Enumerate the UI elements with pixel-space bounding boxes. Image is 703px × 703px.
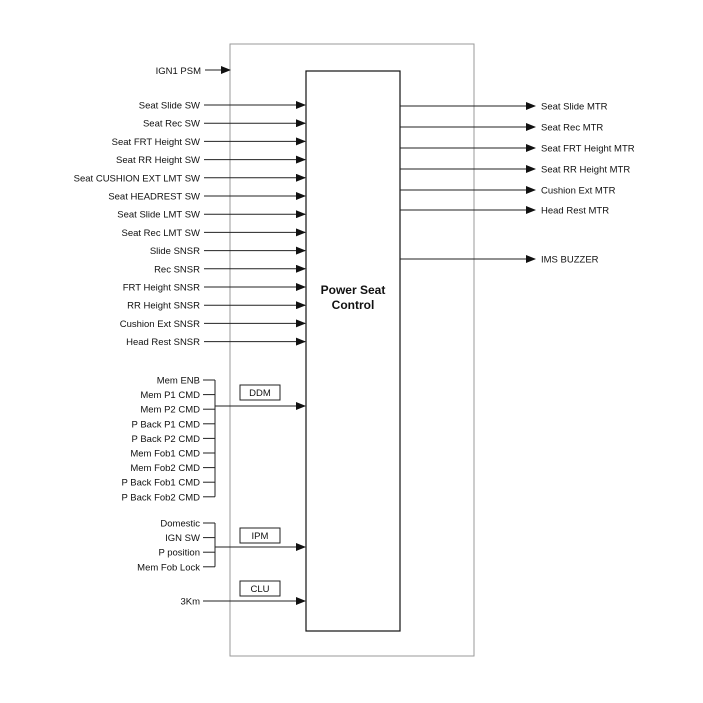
group-signal-p-position: P position [158, 547, 200, 559]
input-label-seat-rr-height-sw: Seat RR Height SW [116, 155, 200, 167]
group-signal-p-back-p1-cmd: P Back P1 CMD [131, 419, 200, 431]
group-signal-p-back-fob1-cmd: P Back Fob1 CMD [121, 477, 200, 489]
group-signal-mem-fob-lock: Mem Fob Lock [137, 562, 200, 574]
outputs-layer [400, 102, 635, 266]
output-label-seat-rr-height-mtr: Seat RR Height MTR [541, 164, 631, 176]
group-signal-p-back-fob2-cmd: P Back Fob2 CMD [121, 492, 200, 504]
inputs-layer [74, 101, 305, 349]
input-label-cushion-ext-snsr: Cushion Ext SNSR [119, 318, 200, 330]
module-title-line1: Power Seat [320, 283, 386, 297]
output-label-seat-slide-mtr: Seat Slide MTR [541, 101, 608, 113]
power-input-label: IGN1 PSM [155, 66, 201, 77]
group-signal-mem-fob1-cmd: Mem Fob1 CMD [130, 448, 200, 460]
input-label-seat-cushion-ext-lmt-sw: Seat CUSHION EXT LMT SW [73, 173, 200, 185]
input-label-rr-height-snsr: RR Height SNSR [127, 300, 200, 312]
input-label-seat-frt-height-sw: Seat FRT Height SW [111, 136, 200, 148]
input-label-head-rest-snsr: Head Rest SNSR [126, 337, 200, 349]
input-label-rec-snsr: Rec SNSR [154, 264, 200, 276]
output-label-ims-buzzer: IMS BUZZER [541, 254, 599, 266]
input-label-seat-slide-lmt-sw: Seat Slide LMT SW [117, 209, 200, 221]
module-title-line2: Control [331, 298, 375, 312]
group-signal-mem-enb: Mem ENB [156, 375, 200, 387]
group-signal-mem-p2-cmd: Mem P2 CMD [140, 404, 200, 416]
group-signal-mem-fob2-cmd: Mem Fob2 CMD [130, 463, 200, 475]
output-label-head-rest-mtr: Head Rest MTR [541, 205, 610, 217]
input-label-seat-rec-sw: Seat Rec SW [142, 118, 200, 130]
module-label-clu: CLU [250, 584, 270, 595]
group-signal-mem-p1-cmd: Mem P1 CMD [140, 390, 200, 402]
input-label-slide-snsr: Slide SNSR [149, 246, 200, 258]
groups-layer [122, 376, 306, 608]
output-label-cushion-ext-mtr: Cushion Ext MTR [541, 185, 616, 197]
output-label-seat-frt-height-mtr: Seat FRT Height MTR [541, 143, 635, 155]
output-label-seat-rec-mtr: Seat Rec MTR [541, 122, 604, 134]
input-label-frt-height-snsr: FRT Height SNSR [122, 282, 200, 294]
input-label-seat-rec-lmt-sw: Seat Rec LMT SW [121, 227, 200, 239]
group-signal-p-back-p2-cmd: P Back P2 CMD [131, 433, 200, 445]
power-seat-control-module [306, 71, 400, 631]
group-signal-domestic: Domestic [160, 518, 200, 530]
group-signal-3km: 3Km [180, 596, 200, 608]
module-label-ddm: DDM [249, 388, 271, 399]
module-label-ipm: IPM [251, 531, 269, 542]
input-label-seat-slide-sw: Seat Slide SW [138, 100, 200, 112]
group-signal-ign-sw: IGN SW [165, 533, 200, 545]
input-label-seat-headrest-sw: Seat HEADREST SW [108, 191, 200, 203]
